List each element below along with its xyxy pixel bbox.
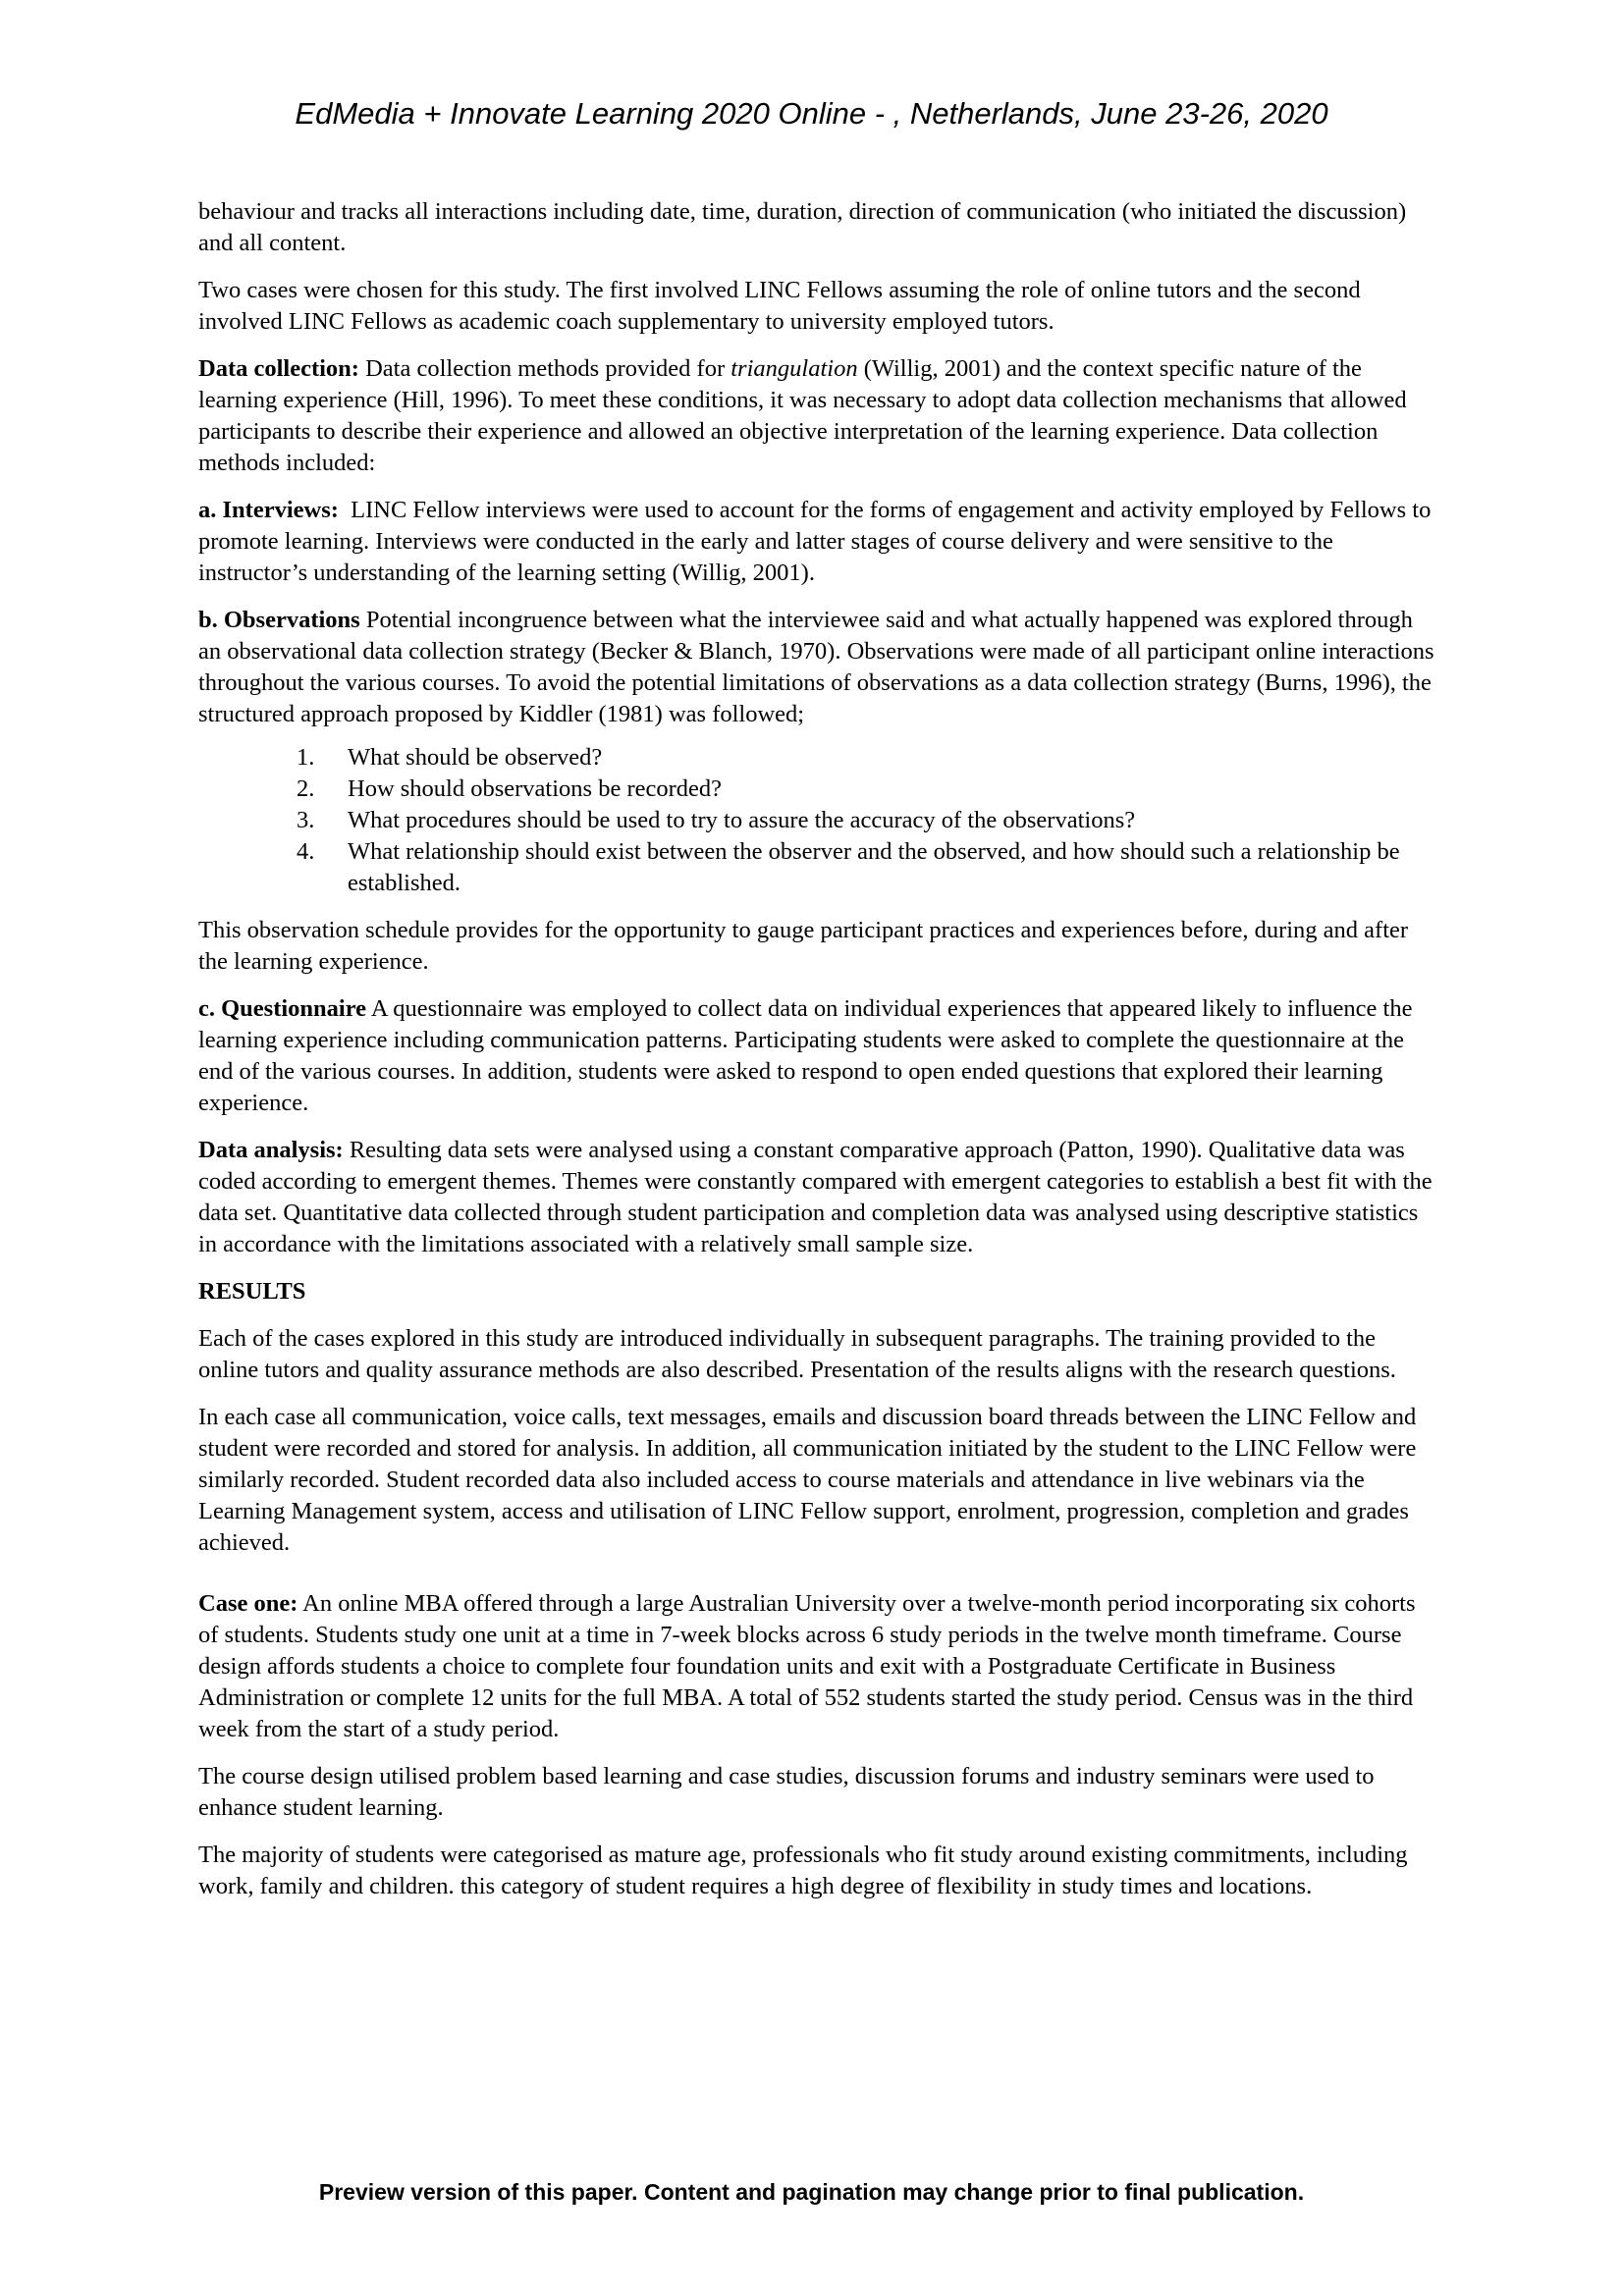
list-item (198, 805, 1437, 836)
observation-questions-list (198, 742, 1437, 899)
paragraph-tracking: behaviour and tracks all interactions including date, time, duration, direction of communication (who initiated the discussion) and all content. (198, 198, 1407, 256)
list-item-text: What should be observed? (348, 744, 603, 771)
paragraph-schedule: This observation schedule provides for the opportunity to gauge participant practices and experiences before, during and after the learning experience. (198, 917, 1409, 975)
list-item-text: What relationship should exist between the observer and the observed, and how should such a relationship be established. (348, 838, 1400, 896)
case-one-text: An online MBA offered through a large Australian University over a twelve-month period incorporating six cohorts of students. Students study one unit at a time in 7-week blocks across 6 study periods in the twelve month timeframe. Course design affords students a choice to complete four foundation units and exit with a Postgraduate Certificate in Business Administration or complete 12 units for the full MBA. A total of 552 students started the study period. Census was in the third week from the start of a study period. (198, 1590, 1416, 1742)
paragraph-course-design: The course design utilised problem based learning and case studies, discussion forums and industry seminars were used to enhance student learning. (198, 1763, 1375, 1821)
preview-notice-footer: Preview version of this paper. Content and pagination may change prior to final publication. (318, 2179, 1305, 2205)
list-item (198, 742, 1437, 774)
conference-header: EdMedia + Innovate Learning 2020 Online - , Netherlands, June 23-26, 2020 (295, 96, 1328, 131)
paragraph-results-communication: In each case all communication, voice calls, text messages, emails and discussion board threads between the LINC Fellow and student were recorded and stored for analysis. In addition, all communication initiated by the student to the LINC Fellow were similarly recorded. Student recorded data also included access to course materials and attendance in live webinars via the Learning Management system, access and utilisation of LINC Fellow support, enrolment, progression, completion and grades achieved. (198, 1404, 1417, 1556)
observations-text: Potential incongruence between what the interviewee said and what actually happened was explored through an observational data collection strategy (Becker & Blanch, 1970). Observations were made of all participant online interactions throughout the various courses. To avoid the potential limitations of observations as a data collection strategy (Burns, 1996), the structured approach proposed by Kiddler (1981) was followed; (198, 607, 1434, 727)
list-item-text: How should observations be recorded? (348, 775, 723, 802)
paragraph-interviews (198, 495, 1437, 589)
section-heading-results: RESULTS (198, 1278, 306, 1305)
paper-body (198, 196, 1437, 1918)
list-item-number: 2. (297, 775, 315, 802)
list-item-number: 1. (297, 744, 315, 771)
triangulation-term: triangulation (730, 355, 858, 382)
list-item-text: What procedures should be used to try to assure the accuracy of the observations? (348, 807, 1136, 833)
list-item-number: 4. (297, 838, 315, 865)
list-item (198, 774, 1437, 805)
data-analysis-text: Resulting data sets were analysed using a constant comparative approach (Patton, 1990). Qualitative data was coded according to emergent themes. Themes were constantly compared with emergent categories to establish a best fit with the data set. Quantitative data collected through student participation and completion data was analysed using descriptive statistics in accordance with the limitations associated with a relatively small sample size. (198, 1137, 1433, 1257)
questionnaire-label: c. Questionnaire (198, 995, 367, 1022)
paragraph-questionnaire (198, 993, 1437, 1119)
paragraph-case-one (198, 1588, 1437, 1745)
interviews-text: LINC Fellow interviews were used to account for the forms of engagement and activity employed by Fellows to promote learning. Interviews were conducted in the early and latter stages of course delivery and were sensitive to the instructor’s understanding of the learning setting (Willig, 2001). (198, 497, 1437, 586)
interviews-label: a. Interviews: (198, 497, 339, 523)
list-item-number: 3. (297, 807, 315, 833)
list-item (198, 836, 1437, 899)
paragraph-data-analysis (198, 1135, 1437, 1260)
questionnaire-text: A questionnaire was employed to collect data on individual experiences that appeared likely to influence the learning experience including communication patterns. Participating students were asked to complete the questionnaire at the end of the various courses. In addition, students were asked to respond to open ended questions that explored their learning experience. (198, 995, 1413, 1116)
paragraph-observations (198, 605, 1437, 730)
data-analysis-label: Data analysis: (198, 1137, 344, 1163)
paragraph-majority: The majority of students were categorised as mature age, professionals who fit study around existing commitments, including work, family and children. this category of student requires a high degree of flexibility in study times and locations. (198, 1842, 1408, 1899)
paragraph-cases: Two cases were chosen for this study. The first involved LINC Fellows assuming the role of online tutors and the second involved LINC Fellows as academic coach supplementary to university employed tutors. (198, 277, 1361, 335)
case-one-label: Case one: (198, 1590, 298, 1617)
paragraph-data-collection (198, 353, 1437, 479)
observations-label: b. Observations (198, 607, 360, 633)
data-collection-text-b: (Willig, 2001) and the context specific nature of the learning experience (Hill, 1996). To meet these conditions, it was necessary to adopt data collection mechanisms that allowed participants to describe their experience and allowed an objective interpretation of the learning experience. Data collection methods included: (198, 355, 1407, 476)
data-collection-label: Data collection: (198, 355, 359, 382)
data-collection-text-a: Data collection methods provided for (358, 355, 731, 382)
paragraph-results-intro: Each of the cases explored in this study are introduced individually in subsequent paragraphs. The training provided to the online tutors and quality assurance methods are also described. Presentation of the results aligns with the research questions. (198, 1325, 1396, 1383)
